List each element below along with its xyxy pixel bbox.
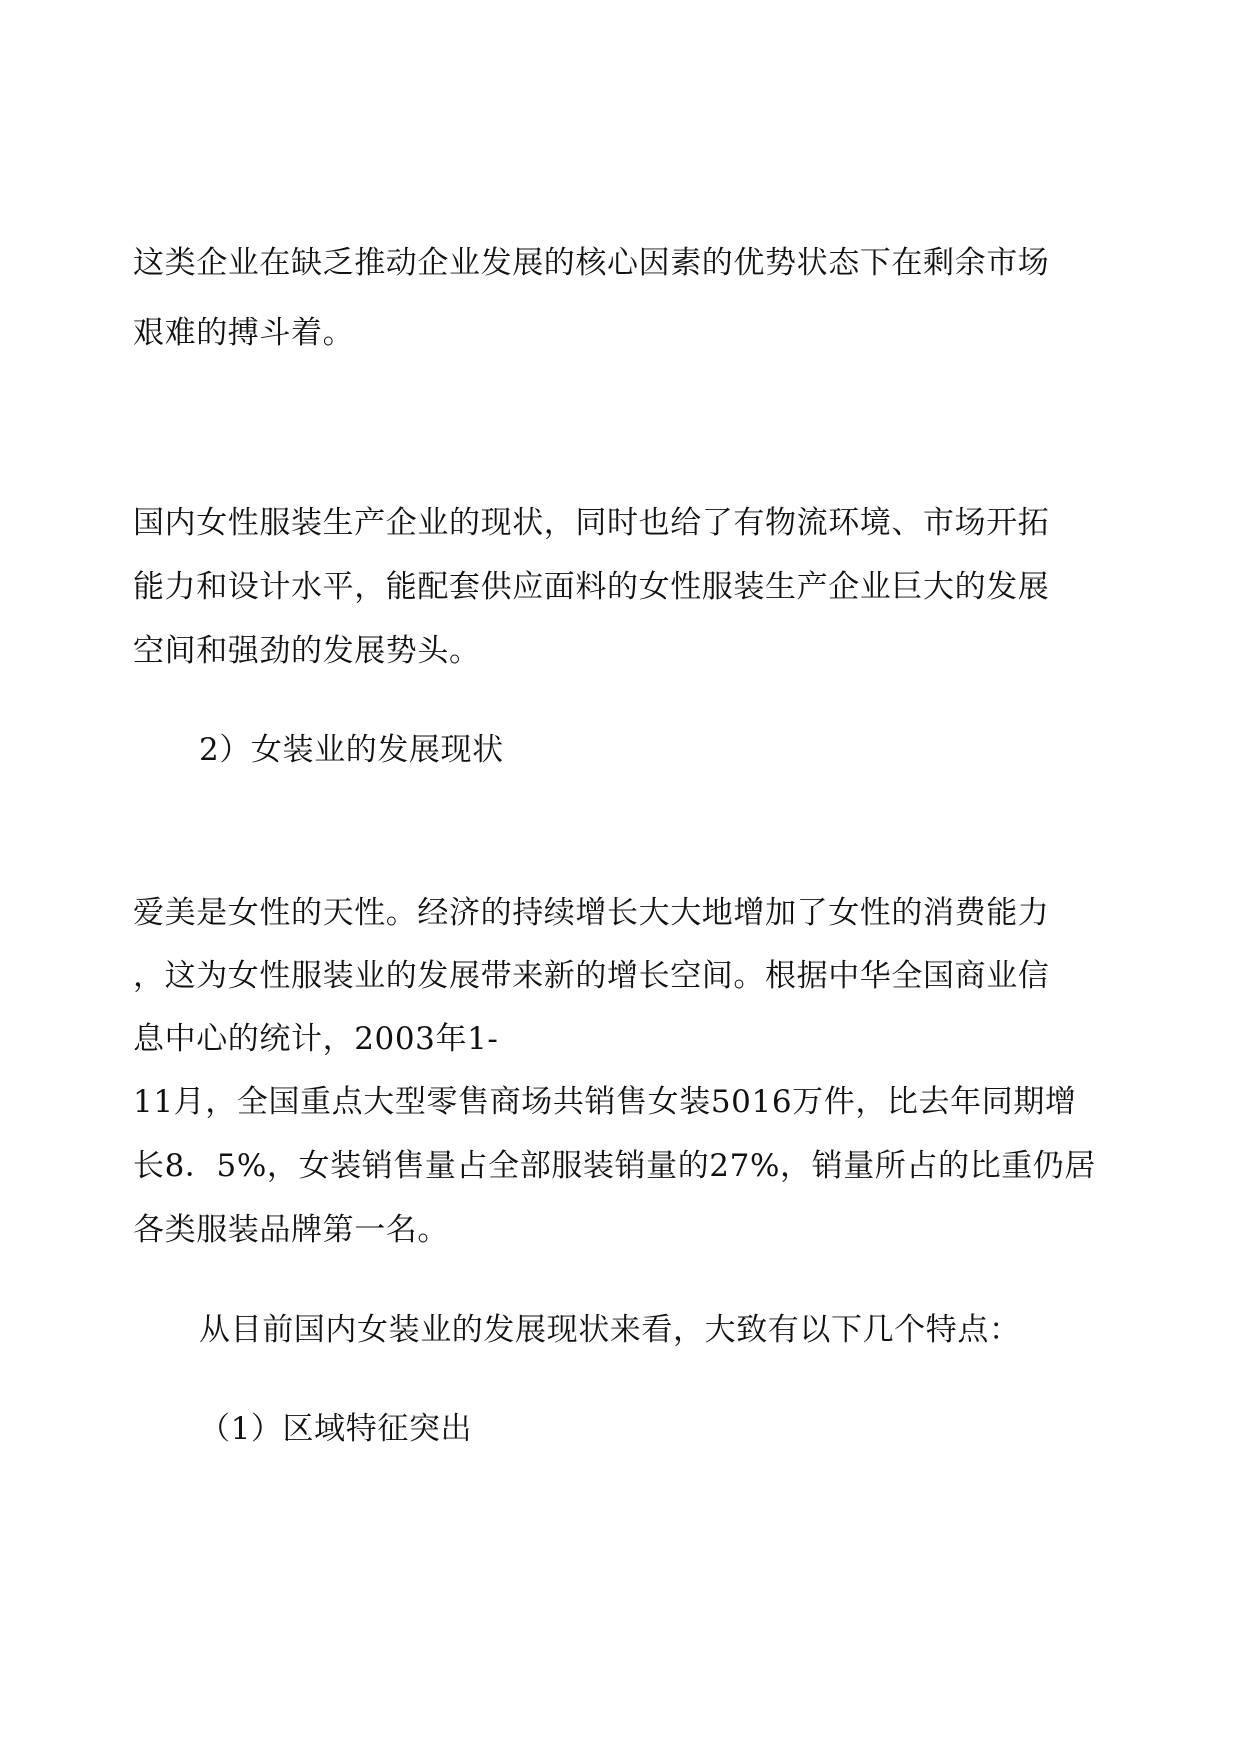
paragraph-line: 艰难的搏斗着。	[133, 315, 355, 351]
paragraph-line: 11月，全国重点大型零售商场共销售女装5016万件，比去年同期增	[133, 1084, 1077, 1120]
paragraph-line: ，这为女性服装业的发展带来新的增长空间。根据中华全国商业信	[133, 958, 1050, 994]
paragraph-line: 爱美是女性的天性。经济的持续增长大大地增加了女性的消费能力	[133, 895, 1050, 931]
section-heading: 2）女装业的发展现状	[199, 732, 504, 768]
paragraph-line: 长8．5%，女装销售量占全部服装销量的27%，销量所占的比重仍居	[133, 1148, 1097, 1184]
paragraph-line: 各类服装品牌第一名。	[133, 1212, 449, 1248]
paragraph-line: 国内女性服装生产企业的现状，同时也给了有物流环境、市场开拓	[133, 505, 1050, 541]
paragraph-line: 空间和强劲的发展势头。	[133, 633, 481, 669]
paragraph-line: 息中心的统计，2003年1-	[133, 1021, 499, 1057]
paragraph-line: 能力和设计水平，能配套供应面料的女性服装生产企业巨大的发展	[133, 569, 1050, 605]
paragraph-line: 这类企业在缺乏推动企业发展的核心因素的优势状态下在剩余市场	[133, 245, 1050, 281]
subsection-heading: （1）区域特征突出	[199, 1411, 473, 1447]
paragraph-line: 从目前国内女装业的发展现状来看，大致有以下几个特点：	[199, 1312, 1021, 1348]
